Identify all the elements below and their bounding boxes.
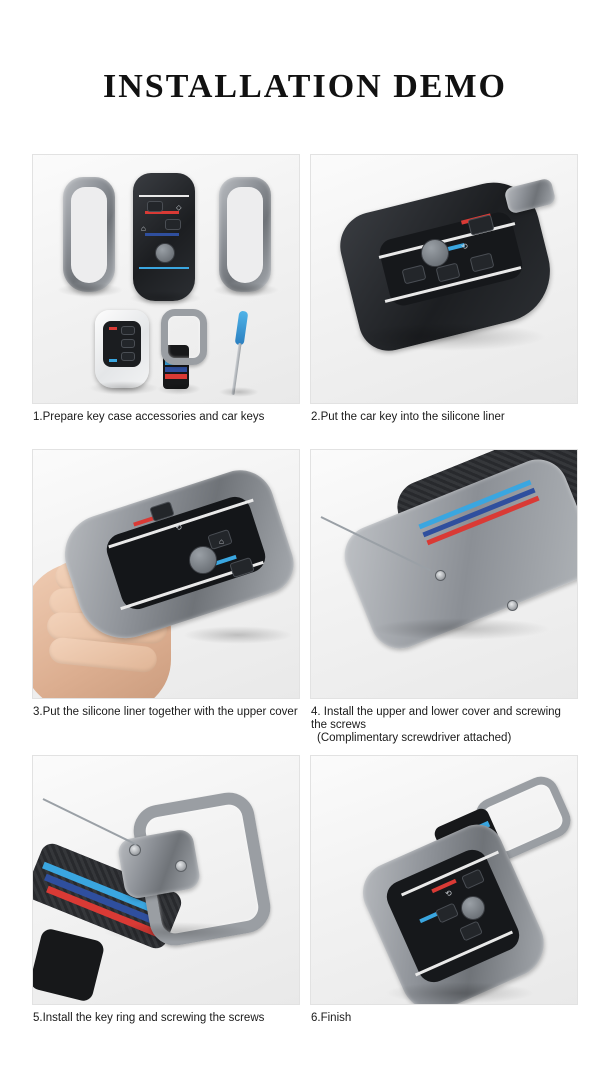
step-cell-1 [32,154,300,443]
page-title: INSTALLATION DEMO [103,68,507,105]
step-caption-4 [310,699,578,749]
step-caption-text-5: 5.Install the key ring and screwing the screws [33,1012,265,1024]
step-cell-5 [32,755,300,1044]
screw [129,844,141,856]
step-caption-text-6: 6.Finish [311,1012,352,1024]
step-caption-3 [32,699,300,738]
step-image-5 [32,755,300,1005]
step-caption-text-1: 1.Prepare key case accessories and car keys [33,411,265,423]
silicone-liner [133,173,195,301]
step-caption-6 [310,1005,578,1044]
step-image-2: ⟲ [310,154,578,404]
step-cell-3 [32,449,300,749]
step-caption-text-4: 4. Install the upper and lower cover and screwing the screws [311,706,561,731]
step-caption-text-2: 2.Put the car key into the silicone liner [311,411,505,423]
step-caption-5 [32,1005,300,1044]
step-image-1: ⬦ ⌂ [32,154,300,404]
screw [435,570,446,581]
screw [175,860,187,872]
step-caption-2 [310,404,578,443]
step-caption-sub-4: (Complimentary screwdriver attached) [317,732,512,744]
step-cell-6 [310,755,578,1044]
steps-grid [32,106,578,1044]
step-caption-1 [32,404,300,443]
step-caption-text-3: 3.Put the silicone liner together with the upper cover [33,706,298,718]
step-cell-2 [310,154,578,443]
step-image-4 [310,449,578,699]
step-image-3: ⟲ ⌂ [32,449,300,699]
step-image-6: ⟲ [310,755,578,1005]
screw [507,600,518,611]
carabiner [161,309,207,365]
step-cell-4 [310,449,578,749]
